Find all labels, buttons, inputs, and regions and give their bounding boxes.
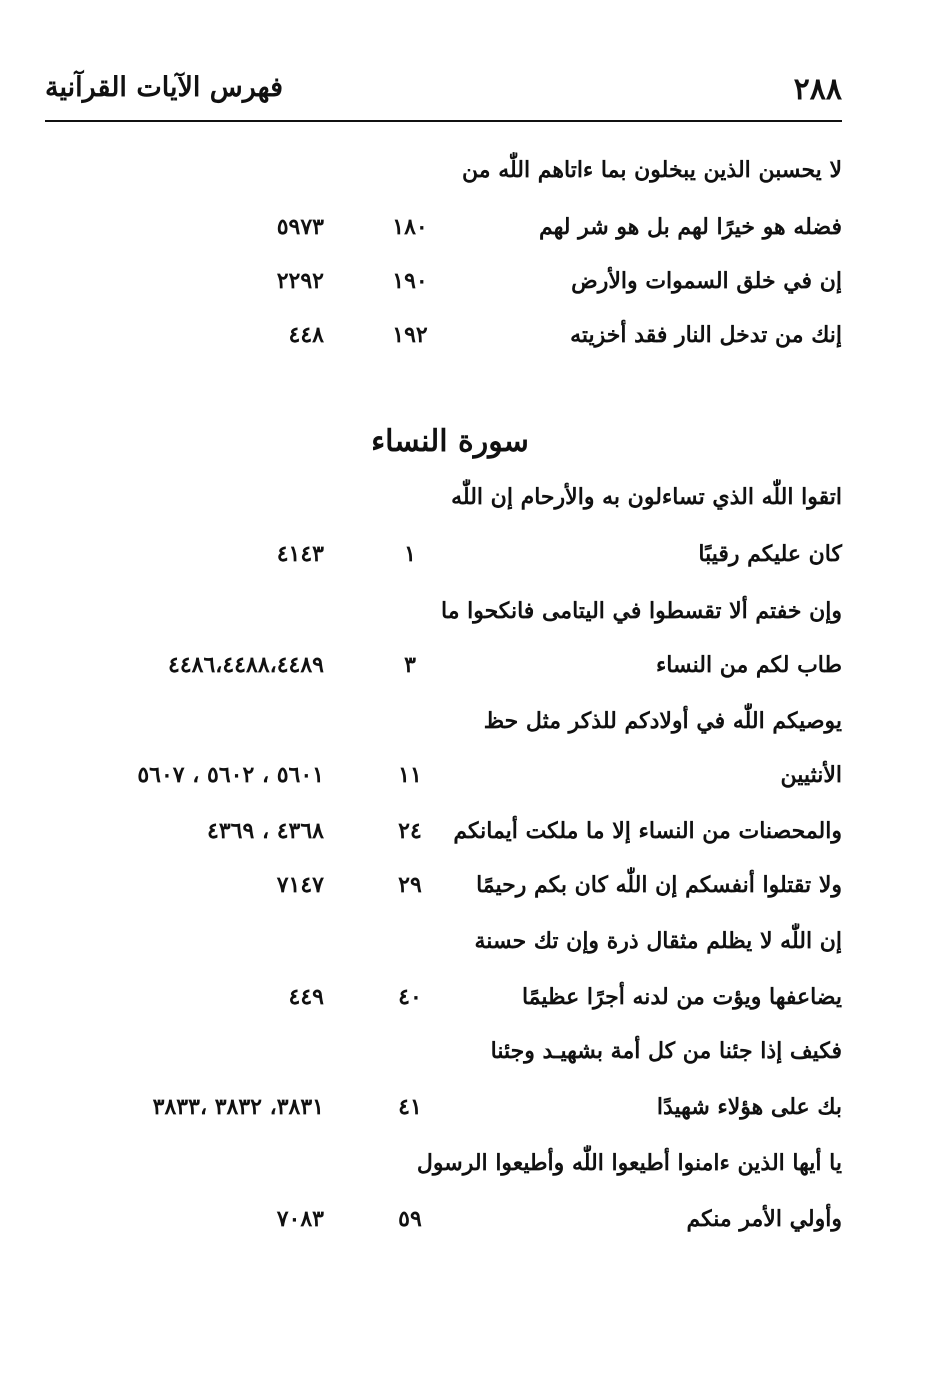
ayah-number: ٢٤ [398,818,422,844]
verse-text: وأولي الأمر منكم [686,1206,842,1232]
hadith-refs: ٥٦٠١ ، ٥٦٠٢ ، ٥٦٠٧ [137,762,324,788]
verse-text: اتقوا اللّٰه الذي تساءلون به والأرحام إن اللّٰه [451,484,842,510]
verse-text: ولا تقتلوا أنفسكم إن اللّٰه كان بكم رحيمًا [476,872,842,898]
verse-text: يوصيكم اللّٰه في أولادكم للذكر مثل حظ [483,708,842,734]
ayah-number: ٣ [404,652,416,678]
ayah-number: ٥٩ [398,1206,422,1232]
verse-text: والمحصنات من النساء إلا ما ملكت أيمانكم [453,818,842,844]
surah-heading: سورة النساء [371,424,529,459]
hadith-refs: ٢٢٩٢ [276,268,324,294]
ayah-number: ٤١ [398,1094,422,1120]
page-number: ٢٨٨ [793,72,842,107]
hadith-refs: ٤٤٨ [288,322,324,348]
hadith-refs: ٤٤٨٦،٤٤٨٨،٤٤٨٩ [168,652,324,678]
verse-text: فضله هو خيرًا لهم بل هو شر لهم [538,214,842,240]
header-rule [45,120,842,122]
verse-text: يضاعفها ويؤت من لدنه أجرًا عظيمًا [521,984,842,1010]
verse-text: إن اللّٰه لا يظلم مثقال ذرة وإن تك حسنة [474,928,842,954]
verse-text: لا يحسبن الذين يبخلون بما ءاتاهم اللّٰه من [462,157,842,183]
verse-text: يا أيها الذين ءامنوا أطيعوا اللّٰه وأطيعوا الرسول [416,1150,842,1176]
ayah-number: ١٨٠ [392,214,428,240]
verse-text: طاب لكم من النساء [655,652,842,678]
running-title: فهرس الآيات القرآنية [45,72,283,103]
hadith-refs: ٥٩٧٣ [276,214,324,240]
hadith-refs: ٣٨٣١، ٣٨٣٢ ،٣٨٣٣ [152,1094,324,1120]
ayah-number: ٢٩ [398,872,422,898]
verse-text: بك على هؤلاء شهيدًا [656,1094,842,1120]
ayah-number: ١ [404,541,416,567]
verse-text: الأنثيين [780,762,842,788]
verse-text: كان عليكم رقيبًا [698,541,842,567]
ayah-number: ١١ [398,762,422,788]
hadith-refs: ٧١٤٧ [276,872,324,898]
ayah-number: ١٩٠ [392,268,428,294]
hadith-refs: ٤٣٦٨ ، ٤٣٦٩ [207,818,324,844]
ayah-number: ٤٠ [398,984,422,1010]
ayah-number: ١٩٢ [392,322,428,348]
verse-text: وإن خفتم ألا تقسطوا في اليتامى فانكحوا ما [440,598,842,624]
hadith-refs: ٤١٤٣ [276,541,324,567]
hadith-refs: ٧٠٨٣ [276,1206,324,1232]
verse-text: فكيف إذا جئنا من كل أمة بشهيـد وجئنا [490,1038,842,1064]
hadith-refs: ٤٤٩ [288,984,324,1010]
verse-text: إن في خلق السموات والأرض [571,268,842,294]
verse-text: إنك من تدخل النار فقد أخزيته [570,322,842,348]
